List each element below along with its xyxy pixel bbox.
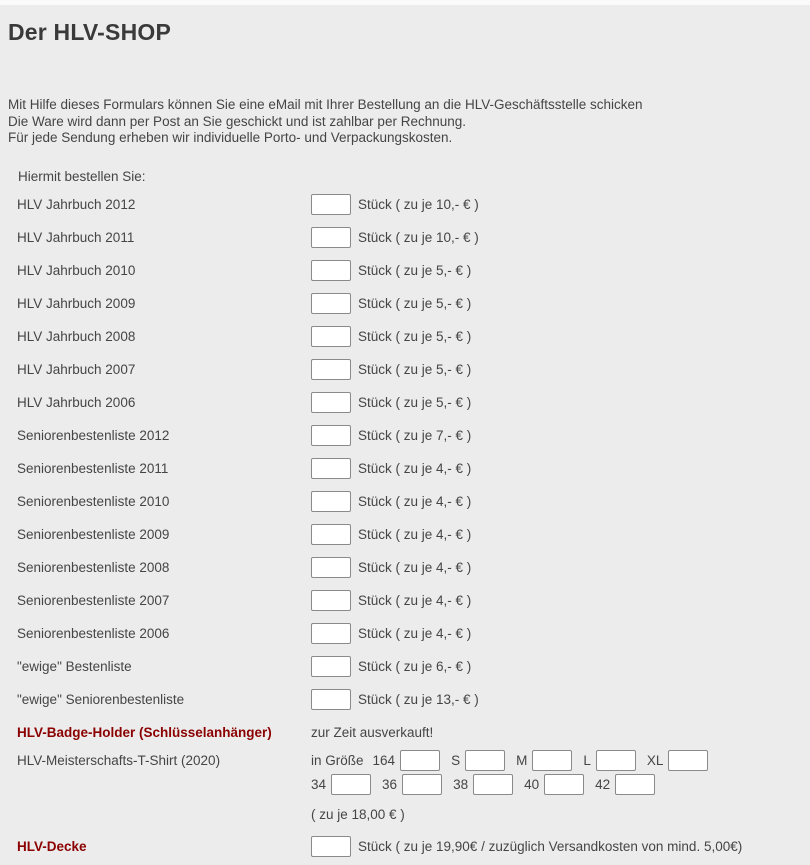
item-label: HLV Jahrbuch 2010	[17, 262, 136, 278]
item-order-cell	[311, 689, 479, 710]
size-input-36[interactable]	[402, 774, 442, 795]
item-label: Seniorenbestenliste 2010	[17, 493, 170, 509]
item-qty-suffix: Stück ( zu je 5,- € )	[358, 328, 472, 344]
item-label: "ewige" Seniorenbestenliste	[17, 691, 185, 707]
item-qty-input[interactable]	[311, 227, 351, 248]
item-order-cell	[311, 557, 471, 578]
tshirt-left-cell	[0, 749, 311, 827]
decke-qty-input[interactable]	[311, 836, 351, 857]
order-item-row	[0, 650, 810, 683]
intro-line-3: Für jede Sendung erheben wir individuelle Porto- und Verpackungskosten.	[8, 130, 453, 145]
item-qty-input[interactable]	[311, 557, 351, 578]
item-order-cell	[311, 392, 471, 413]
item-order-cell	[311, 623, 471, 644]
size-input-42[interactable]	[615, 774, 655, 795]
item-qty-input[interactable]	[311, 491, 351, 512]
item-qty-suffix: Stück ( zu je 5,- € )	[358, 361, 472, 377]
item-label: Seniorenbestenliste 2009	[17, 526, 170, 542]
item-label: Seniorenbestenliste 2011	[17, 460, 169, 476]
order-item-row	[0, 254, 810, 287]
item-qty-suffix: Stück ( zu je 4,- € )	[358, 592, 472, 608]
order-prompt: Hiermit bestellen Sie:	[18, 168, 146, 184]
item-order-cell	[311, 458, 471, 479]
size-group	[516, 750, 572, 771]
size-group	[595, 774, 655, 795]
item-qty-input[interactable]	[311, 194, 351, 215]
tshirt-size-prefix: in Größe	[311, 753, 364, 768]
size-label: 36	[382, 777, 398, 792]
badge-holder-label: HLV-Badge-Holder (Schlüsselanhänger)	[17, 724, 272, 740]
item-qty-input[interactable]	[311, 656, 351, 677]
item-qty-suffix: Stück ( zu je 13,- € )	[358, 691, 479, 707]
order-item-row	[0, 320, 810, 353]
size-input-L[interactable]	[596, 750, 636, 771]
size-group	[453, 774, 513, 795]
size-label: M	[516, 753, 528, 768]
item-order-cell	[311, 491, 471, 512]
size-group	[382, 774, 442, 795]
order-item-row	[0, 452, 810, 485]
item-qty-suffix: Stück ( zu je 7,- € )	[358, 427, 472, 443]
item-label: HLV Jahrbuch 2007	[17, 361, 136, 377]
order-item-row	[0, 584, 810, 617]
item-order-cell	[311, 194, 479, 215]
tshirt-sizes-row2	[311, 773, 666, 797]
intro-line-1: Mit Hilfe dieses Formulars können Sie eine eMail mit Ihrer Bestellung an die HLV-Geschäftsstelle schicken	[8, 97, 643, 112]
tshirt-sizes-row1	[373, 749, 720, 773]
item-qty-suffix: Stück ( zu je 5,- € )	[358, 262, 472, 278]
size-label: L	[583, 753, 591, 768]
item-qty-input[interactable]	[311, 260, 351, 281]
decke-qty-suffix: Stück ( zu je 19,90€ / zuzüglich Versandkosten von mind. 5,00€)	[358, 838, 743, 854]
item-order-cell	[311, 293, 471, 314]
size-label: 42	[595, 777, 611, 792]
size-input-M[interactable]	[532, 750, 572, 771]
item-order-cell	[311, 227, 479, 248]
page-title: Der HLV-SHOP	[8, 19, 172, 45]
size-label: 40	[524, 777, 540, 792]
item-qty-input[interactable]	[311, 425, 351, 446]
size-group	[311, 774, 371, 795]
size-label: 34	[311, 777, 327, 792]
item-order-cell	[311, 425, 471, 446]
item-order-cell	[311, 524, 471, 545]
item-qty-input[interactable]	[311, 524, 351, 545]
item-label: HLV Jahrbuch 2008	[17, 328, 136, 344]
item-label: Seniorenbestenliste 2007	[17, 592, 170, 608]
size-group	[647, 750, 709, 771]
intro-line-2: Die Ware wird dann per Post an Sie geschickt und ist zahlbar per Rechnung.	[8, 113, 466, 129]
order-item-row	[0, 485, 810, 518]
item-order-cell	[311, 590, 471, 611]
item-label: "ewige" Bestenliste	[17, 658, 132, 674]
tshirt-price-note: ( zu je 18,00 € )	[311, 806, 405, 822]
size-label: 38	[453, 777, 469, 792]
item-label: HLV Jahrbuch 2006	[17, 394, 136, 410]
item-qty-input[interactable]	[311, 689, 351, 710]
item-label: Seniorenbestenliste 2006	[17, 625, 170, 641]
item-qty-input[interactable]	[311, 392, 351, 413]
size-group	[524, 774, 584, 795]
size-label: XL	[646, 753, 664, 768]
item-qty-suffix: Stück ( zu je 4,- € )	[358, 526, 472, 542]
order-item-row	[0, 683, 810, 716]
item-qty-suffix: Stück ( zu je 6,- € )	[358, 658, 472, 674]
size-input-38[interactable]	[473, 774, 513, 795]
item-qty-suffix: Stück ( zu je 5,- € )	[358, 394, 472, 410]
size-label: 164	[372, 753, 396, 768]
size-group	[373, 750, 441, 771]
size-input-40[interactable]	[544, 774, 584, 795]
item-qty-suffix: Stück ( zu je 4,- € )	[358, 460, 472, 476]
item-qty-suffix: Stück ( zu je 4,- € )	[358, 559, 472, 575]
item-label: HLV Jahrbuch 2011	[17, 229, 135, 245]
item-qty-input[interactable]	[311, 623, 351, 644]
item-qty-input[interactable]	[311, 293, 351, 314]
badge-holder-row	[0, 716, 810, 749]
page-top-strip	[0, 0, 810, 5]
item-qty-suffix: Stück ( zu je 10,- € )	[358, 196, 479, 212]
tshirt-label: HLV-Meisterschafts-T-Shirt (2020)	[17, 752, 221, 768]
order-items-list	[0, 188, 810, 716]
item-qty-suffix: Stück ( zu je 10,- € )	[358, 229, 479, 245]
order-item-row	[0, 287, 810, 320]
order-item-row	[0, 353, 810, 386]
order-item-row	[0, 419, 810, 452]
item-qty-input[interactable]	[311, 359, 351, 380]
item-order-cell	[311, 656, 471, 677]
size-input-164[interactable]	[400, 750, 440, 771]
decke-row	[0, 830, 810, 863]
tshirt-right-cell	[311, 749, 719, 827]
size-input-S[interactable]	[465, 750, 505, 771]
item-label: HLV Jahrbuch 2009	[17, 295, 136, 311]
item-qty-suffix: Stück ( zu je 5,- € )	[358, 295, 472, 311]
badge-holder-status: zur Zeit ausverkauft!	[311, 724, 434, 740]
order-item-row	[0, 188, 810, 221]
item-qty-suffix: Stück ( zu je 4,- € )	[358, 493, 472, 509]
tshirt-size-line-2	[311, 773, 719, 797]
item-qty-input[interactable]	[311, 590, 351, 611]
size-group	[451, 750, 505, 771]
size-input-XL[interactable]	[668, 750, 708, 771]
item-label: HLV Jahrbuch 2012	[17, 196, 136, 212]
size-input-34[interactable]	[331, 774, 371, 795]
item-order-cell	[311, 260, 471, 281]
item-label: Seniorenbestenliste 2008	[17, 559, 170, 575]
item-order-cell	[311, 326, 471, 347]
item-qty-input[interactable]	[311, 458, 351, 479]
intro-text	[8, 97, 810, 147]
order-item-row	[0, 221, 810, 254]
tshirt-block	[0, 749, 810, 827]
item-qty-input[interactable]	[311, 326, 351, 347]
size-label: S	[451, 753, 461, 768]
item-order-cell	[311, 359, 471, 380]
size-group	[583, 750, 636, 771]
tshirt-size-line-1	[311, 749, 719, 773]
item-qty-suffix: Stück ( zu je 4,- € )	[358, 625, 472, 641]
decke-label: HLV-Decke	[17, 838, 87, 854]
decke-order-cell	[311, 836, 742, 857]
order-item-row	[0, 518, 810, 551]
item-label: Seniorenbestenliste 2012	[17, 427, 170, 443]
order-item-row	[0, 551, 810, 584]
order-item-row	[0, 617, 810, 650]
order-item-row	[0, 386, 810, 419]
